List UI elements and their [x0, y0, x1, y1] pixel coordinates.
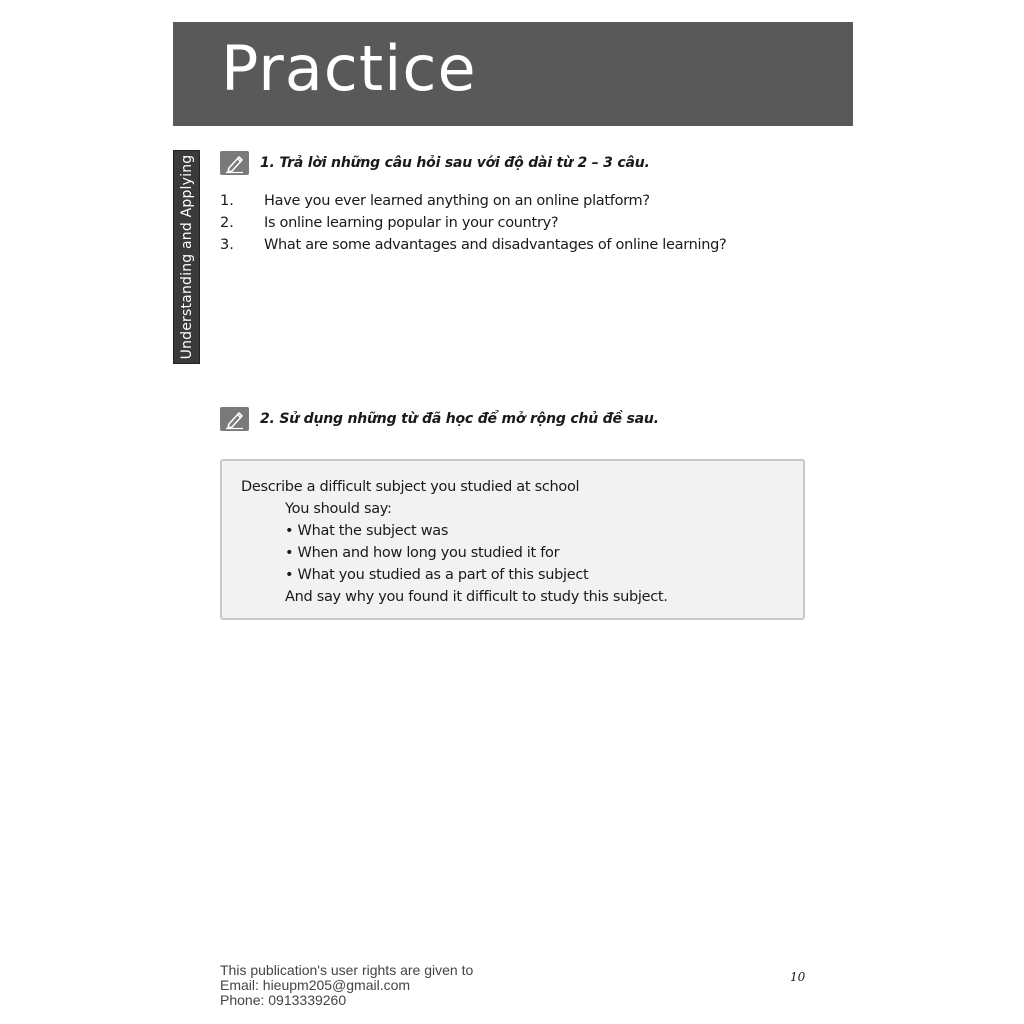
question-text: Is online learning popular in your country?	[264, 215, 559, 231]
footer-email: Email: hieupm205@gmail.com	[220, 977, 411, 993]
pencil-icon	[220, 151, 249, 175]
pencil-icon	[220, 407, 249, 431]
section2-instruction: 2. Sử dụng những từ đã học để mở rộng chủ đề sau.	[260, 411, 659, 427]
topic-bullet: • What you studied as a part of this subject	[285, 567, 589, 583]
page-number: 10	[790, 970, 806, 984]
question-number: 1.	[220, 193, 234, 209]
page-title: Practice	[221, 32, 477, 105]
question-item	[220, 234, 840, 256]
question-text: What are some advantages and disadvantages of online learning?	[264, 237, 727, 253]
section1-instruction: 1. Trả lời những câu hỏi sau với độ dài từ 2 – 3 câu.	[260, 155, 650, 171]
question-number: 2.	[220, 215, 234, 231]
topic-bullet: • What the subject was	[285, 523, 449, 539]
topic-closing: And say why you found it difficult to study this subject.	[285, 589, 668, 605]
topic-bullet: • When and how long you studied it for	[285, 545, 560, 561]
footer-phone: Phone: 0913339260	[220, 992, 347, 1005]
topic-card	[220, 459, 805, 620]
topic-title: Describe a difficult subject you studied at school	[241, 479, 580, 495]
question-number: 3.	[220, 237, 234, 253]
question-item	[220, 190, 840, 212]
header-band	[173, 22, 853, 126]
side-tab-label: Understanding and Applying	[178, 154, 195, 360]
question-list	[220, 190, 840, 256]
side-tab	[173, 150, 200, 364]
footer-rights	[220, 963, 520, 1005]
question-item	[220, 212, 840, 234]
topic-lead: You should say:	[285, 501, 392, 517]
question-text: Have you ever learned anything on an online platform?	[264, 193, 650, 209]
footer-rights-line: This publication's user rights are given to	[220, 963, 474, 978]
